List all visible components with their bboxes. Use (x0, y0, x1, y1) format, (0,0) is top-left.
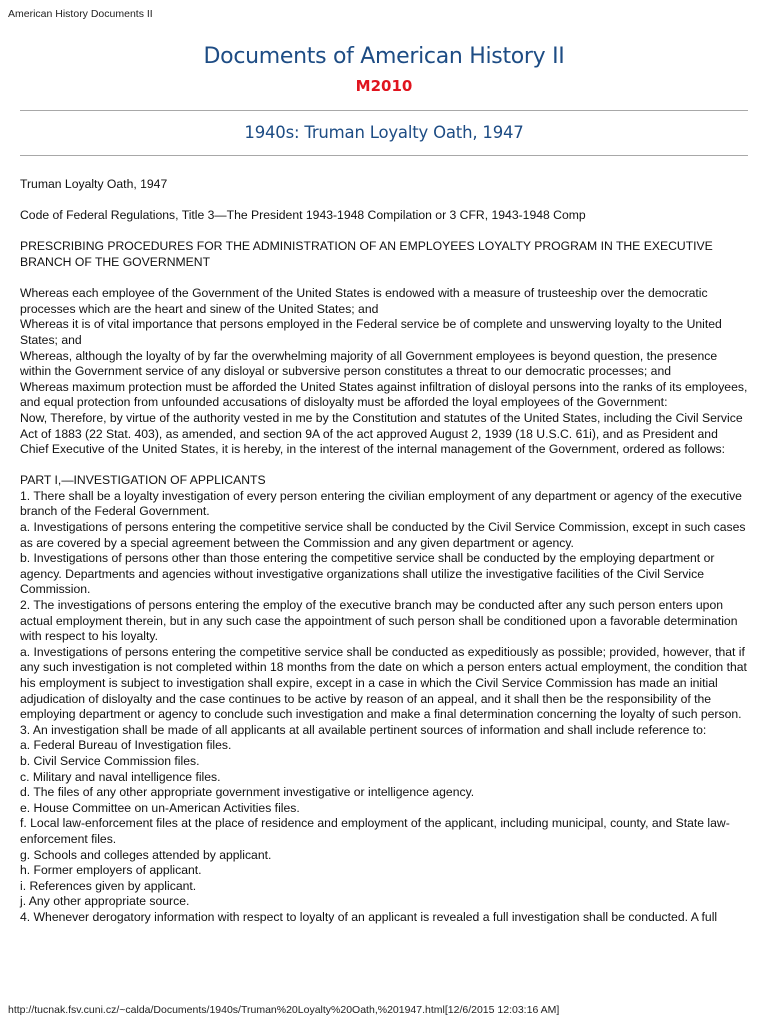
document-heading: 1940s: Truman Loyalty Oath, 1947 (244, 123, 524, 142)
section-paragraph: 1. There shall be a loyalty investigation of every person entering the civilian employment of any department or agency of the executive branch of the Federal Government. (20, 488, 742, 519)
print-header: American History Documents II (8, 8, 153, 20)
list-item: j. Any other appropriate source. (20, 894, 190, 909)
list-item: g. Schools and colleges attended by applicant. (20, 847, 272, 862)
section-paragraph: 4. Whenever derogatory information with respect to loyalty of an applicant is revealed a full investigation shall be conducted. A full (20, 909, 718, 924)
section-paragraph: 2. The investigations of persons entering the employ of the executive branch may be conducted after any such person enters upon actual employment therein, but in any such case the appointment of such person shall be conditioned upon a favorable determination with respect to his loyalty. (20, 598, 738, 644)
list-item: i. References given by applicant. (20, 878, 197, 893)
preamble-paragraph: Whereas, although the loyalty of by far the overwhelming majority of all Government employees is beyond question, the presence within the Government service of any disloyal or subversive person constitutes a threat to our democratic processes; and (20, 348, 718, 379)
preamble-paragraph: Now, Therefore, by virtue of the authority vested in me by the Constitution and statutes of the United States, including the Civil Service Act of 1883 (22 Stat. 403), as amended, and section 9A of the act approved August 2, 1939 (18 U.S.C. 61i), and as President and Chief Executive of the United States, it is hereby, in the interest of the internal management of the Government, ordered as follows: (20, 410, 743, 457)
list-item: h. Former employers of applicant. (20, 863, 202, 878)
list-item: b. Civil Service Commission files. (20, 753, 200, 768)
document-title-line: Truman Loyalty Oath, 1947 (20, 177, 168, 191)
site-code: M2010 (355, 77, 413, 95)
section-paragraph: 3. An investigation shall be made of all applicants at all available pertinent sources of information and shall include reference to: (20, 722, 707, 737)
list-item: a. Federal Bureau of Investigation files. (20, 738, 232, 753)
preamble-paragraph: Whereas it is of vital importance that persons employed in the Federal service be of complete and unswerving loyalty to the United States; and (20, 317, 722, 347)
list-item: f. Local law-enforcement files at the place of residence and employment of the applicant, including municipal, county, and State law-enforcement files. (20, 816, 730, 846)
order-caption: PRESCRIBING PROCEDURES FOR THE ADMINISTRATION OF AN EMPLOYEES LOYALTY PROGRAM IN THE EXECUTIVE BRANCH OF THE GOVERNMENT (20, 239, 713, 269)
part-1 (20, 473, 748, 925)
list-item: d. The files of any other appropriate government investigative or intelligence agency. (20, 785, 475, 800)
divider-top (20, 110, 748, 111)
part-heading: PART I,—INVESTIGATION OF APPLICANTS (20, 473, 266, 488)
section-paragraph: b. Investigations of persons other than those entering the competitive service shall be conducted by the employing department or agency. Departments and agencies without investigative organizations shall utilize the investigative facilities of the Civil Service Commission. (20, 551, 715, 597)
citation: Code of Federal Regulations, Title 3—The President 1943-1948 Compilation or 3 CFR, 1943-1948 Comp (20, 208, 586, 223)
preamble (20, 286, 748, 458)
preamble-paragraph: Whereas maximum protection must be afforded the United States against infiltration of disloyal persons into the ranks of its employees, and equal protection from unfounded accusations of disloyalty must be afforded the loyal employees of the Government: (20, 379, 748, 410)
section-paragraph: a. Investigations of persons entering the competitive service shall be conducted as expeditiously as possible; provided, however, that if any such investigation is not completed within 18 months from the date on which a person enters actual employment, the condition that his employment is subject to investigation shall expire, except in a case in which the Civil Service Commission has made an initial adjudication of disloyalty and the case continues to be active by reason of an appeal, and it shall then be the responsibility of the employing department or agency to conclude such investigation and make a final determination concerning the loyalty of such person. (20, 644, 747, 722)
list-item: c. Military and naval intelligence files. (20, 769, 221, 784)
print-footer-url: http://tucnak.fsv.cuni.cz/~calda/Documents/1940s/Truman%20Loyalty%20Oath,%201947.html[12/6/2015 12:03:16 AM] (8, 1004, 560, 1016)
section-paragraph: a. Investigations of persons entering the competitive service shall be conducted by the Civil Service Commission, except in such cases as are covered by a special agreement between the Commission and any given department or agency. (20, 520, 746, 550)
site-title: Documents of American History II (203, 44, 565, 69)
document-body (20, 177, 748, 926)
preamble-paragraph: Whereas each employee of the Government of the United States is endowed with a measure of trusteeship over the democratic processes which are the heart and sinew of the United States; and (20, 286, 708, 316)
list-item: e. House Committee on un-American Activities files. (20, 800, 300, 815)
divider-bottom (20, 155, 748, 156)
